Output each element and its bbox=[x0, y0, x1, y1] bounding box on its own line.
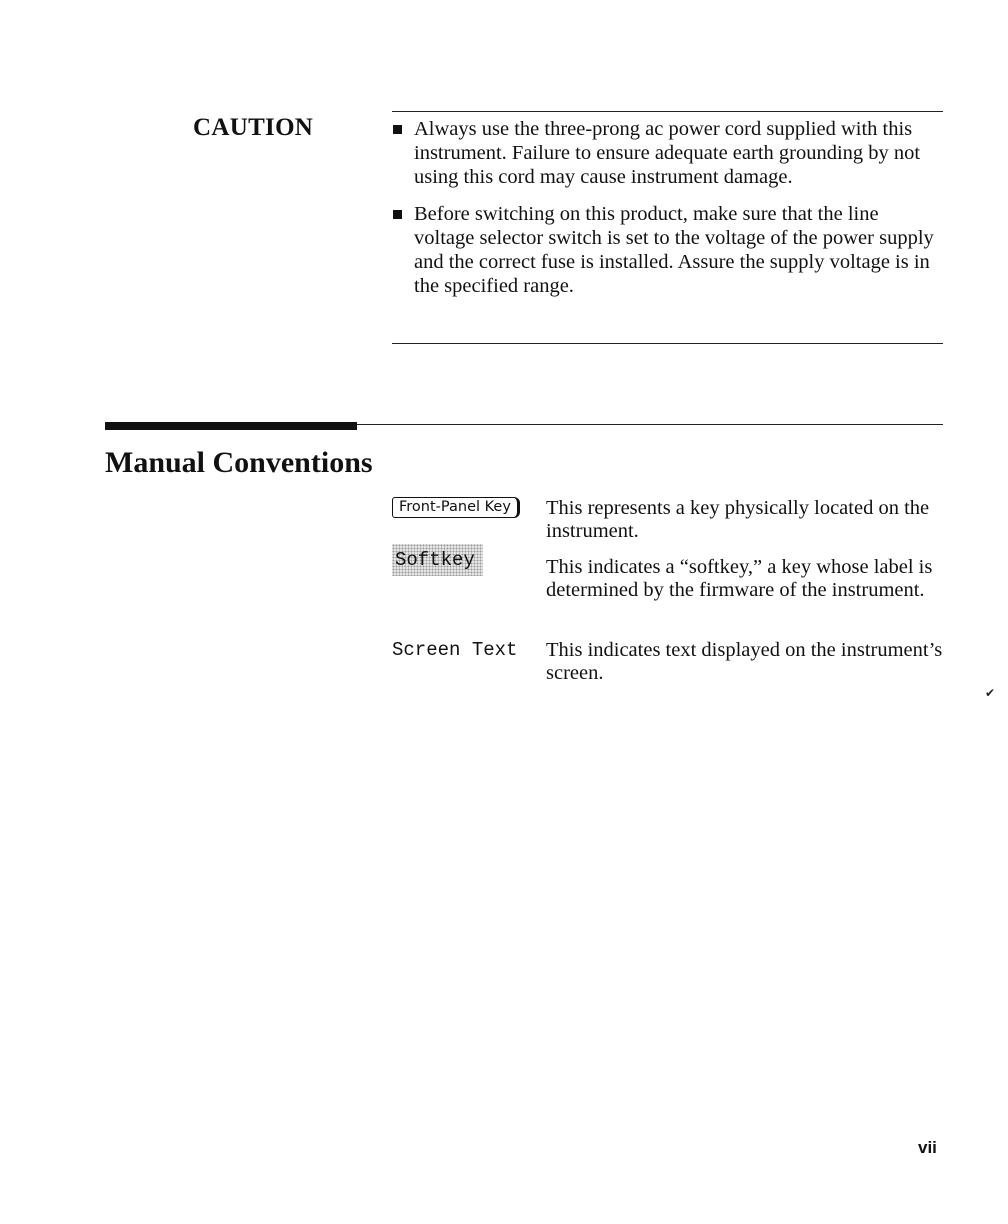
square-bullet-icon bbox=[393, 125, 402, 134]
convention-description: This indicates text displayed on the instrument’s screen. bbox=[546, 639, 943, 684]
caution-item-text: Before switching on this product, make sure that the line voltage selector switch is set to the voltage of the power supply and the correct fuse is installed. Assure the supply voltage is in the specified range. bbox=[414, 203, 934, 297]
margin-mark: ✔ bbox=[985, 686, 996, 700]
caution-item-text: Always use the three-prong ac power cord supplied with this instrument. Failure to ensure adequate earth grounding by not using this cord may cause instrument damage. bbox=[414, 118, 921, 188]
caution-list bbox=[392, 117, 943, 311]
screen-text-example: Screen Text bbox=[392, 639, 518, 661]
convention-description: This represents a key physically located on the instrument. bbox=[546, 497, 930, 542]
caution-item bbox=[392, 202, 943, 298]
front-panel-key-example: Front-Panel Key bbox=[392, 497, 520, 518]
caution-label: CAUTION bbox=[193, 114, 314, 141]
section-heading-bar bbox=[105, 422, 357, 430]
caution-item bbox=[392, 117, 943, 189]
softkey-example: Softkey bbox=[392, 544, 483, 576]
section-heading-rule bbox=[357, 424, 943, 425]
caution-top-rule bbox=[392, 111, 943, 112]
convention-description: This indicates a “softkey,” a key whose label is determined by the firmware of the instrument. bbox=[546, 556, 933, 601]
square-bullet-icon bbox=[393, 210, 402, 219]
caution-bottom-rule bbox=[392, 343, 943, 344]
section-title: Manual Conventions bbox=[105, 446, 373, 479]
page-number: vii bbox=[918, 1138, 937, 1157]
